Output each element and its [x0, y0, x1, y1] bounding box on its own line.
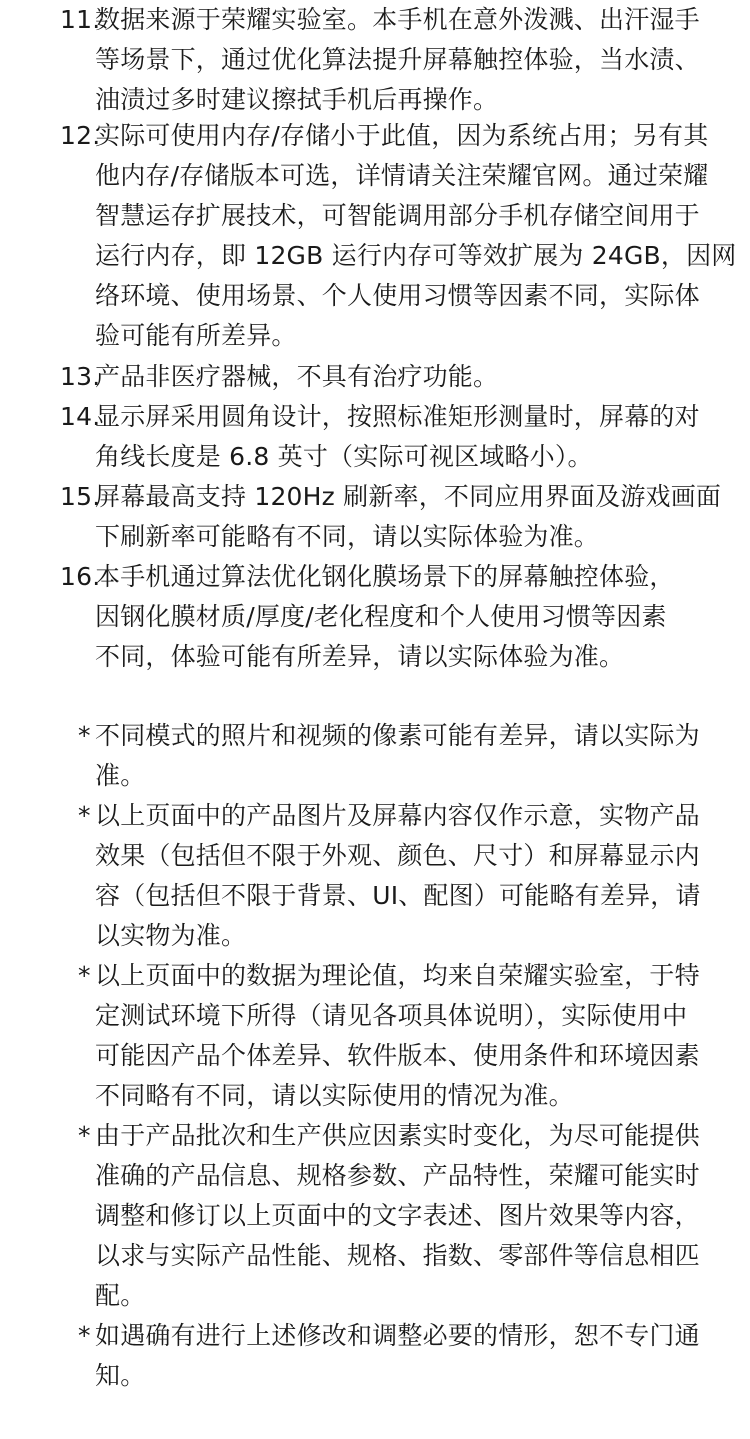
note-text — [95, 116, 737, 356]
note-text — [95, 0, 700, 120]
note-line: 产品非医疗器械，不具有治疗功能。 — [95, 362, 499, 391]
note-line: 以求与实际产品性能、规格、指数、零部件等信息相匹 — [95, 1241, 700, 1270]
note-text — [95, 477, 721, 557]
asterisk-marker: * — [78, 961, 91, 990]
note-line: 效果（包括但不限于外观、颜色、尺寸）和屏幕显示内 — [95, 841, 700, 870]
note-line: 下刷新率可能略有不同，请以实际体验为准。 — [95, 522, 600, 551]
note-line: 他内存/存储版本可选，详情请关注荣耀官网。通过荣耀 — [95, 161, 709, 190]
note-line: 显示屏采用圆角设计，按照标准矩形测量时，屏幕的对 — [95, 402, 700, 431]
note-line: 知。 — [95, 1361, 146, 1390]
note-line: 配。 — [95, 1281, 146, 1310]
note-line: 数据来源于荣耀实验室。本手机在意外泼溅、出汗湿手 — [95, 5, 700, 34]
note-number: 16. — [60, 562, 101, 591]
note-line: 油渍过多时建议擦拭手机后再操作。 — [95, 85, 499, 114]
note-line: 以上页面中的数据为理论值，均来自荣耀实验室，于特 — [95, 961, 700, 990]
note-line: 不同模式的照片和视频的像素可能有差异，请以实际为 — [95, 721, 700, 750]
note-number: 15. — [60, 482, 101, 511]
note-line: 准。 — [95, 761, 146, 790]
note-line: 由于产品批次和生产供应因素实时变化，为尽可能提供 — [95, 1121, 700, 1150]
note-line: 不同略有不同，请以实际使用的情况为准。 — [95, 1081, 574, 1110]
note-line: 以上页面中的产品图片及屏幕内容仅作示意，实物产品 — [95, 801, 700, 830]
note-text — [95, 716, 700, 796]
note-number: 13. — [60, 362, 101, 391]
note-text — [95, 1116, 700, 1316]
note-line: 运行内存，即 12GB 运行内存可等效扩展为 24GB，因网 — [95, 241, 737, 270]
note-line: 如遇确有进行上述修改和调整必要的情形，恕不专门通 — [95, 1321, 700, 1350]
asterisk-marker: * — [78, 801, 91, 830]
note-line: 不同，体验可能有所差异，请以实际体验为准。 — [95, 642, 625, 671]
note-line: 因钢化膜材质/厚度/老化程度和个人使用习惯等因素 — [95, 602, 667, 631]
note-line: 以实物为准。 — [95, 921, 247, 950]
note-text — [95, 557, 675, 677]
note-line: 验可能有所差异。 — [95, 321, 297, 350]
note-text — [95, 796, 701, 956]
note-number: 14. — [60, 402, 101, 431]
asterisk-marker: * — [78, 1321, 91, 1350]
note-number: 12. — [60, 121, 101, 150]
note-line: 定测试环境下所得（请见各项具体说明），实际使用中 — [95, 1001, 688, 1030]
note-line: 等场景下，通过优化算法提升屏幕触控体验，当水渍、 — [95, 45, 700, 74]
note-line: 准确的产品信息、规格参数、产品特性，荣耀可能实时 — [95, 1161, 700, 1190]
note-line: 角线长度是 6.8 英寸（实际可视区域略小）。 — [95, 442, 593, 471]
note-number: 11. — [60, 5, 101, 34]
note-line: 可能因产品个体差异、软件版本、使用条件和环境因素 — [95, 1041, 700, 1070]
asterisk-marker: * — [78, 1121, 91, 1150]
note-line: 实际可使用内存/存储小于此值，因为系统占用；另有其 — [95, 121, 709, 150]
note-text — [95, 397, 700, 477]
note-text — [95, 1316, 700, 1396]
note-line: 本手机通过算法优化钢化膜场景下的屏幕触控体验， — [95, 562, 675, 591]
note-line: 容（包括但不限于背景、UI、配图）可能略有差异，请 — [95, 881, 701, 910]
asterisk-marker: * — [78, 721, 91, 750]
note-text — [95, 357, 498, 397]
note-line: 智慧运存扩展技术，可智能调用部分手机存储空间用于 — [95, 201, 700, 230]
note-text — [95, 956, 700, 1116]
note-line: 屏幕最高支持 120Hz 刷新率，不同应用界面及游戏画面 — [95, 482, 722, 511]
note-line: 络环境、使用场景、个人使用习惯等因素不同，实际体 — [95, 281, 700, 310]
note-line: 调整和修订以上页面中的文字表述、图片效果等内容， — [95, 1201, 700, 1230]
